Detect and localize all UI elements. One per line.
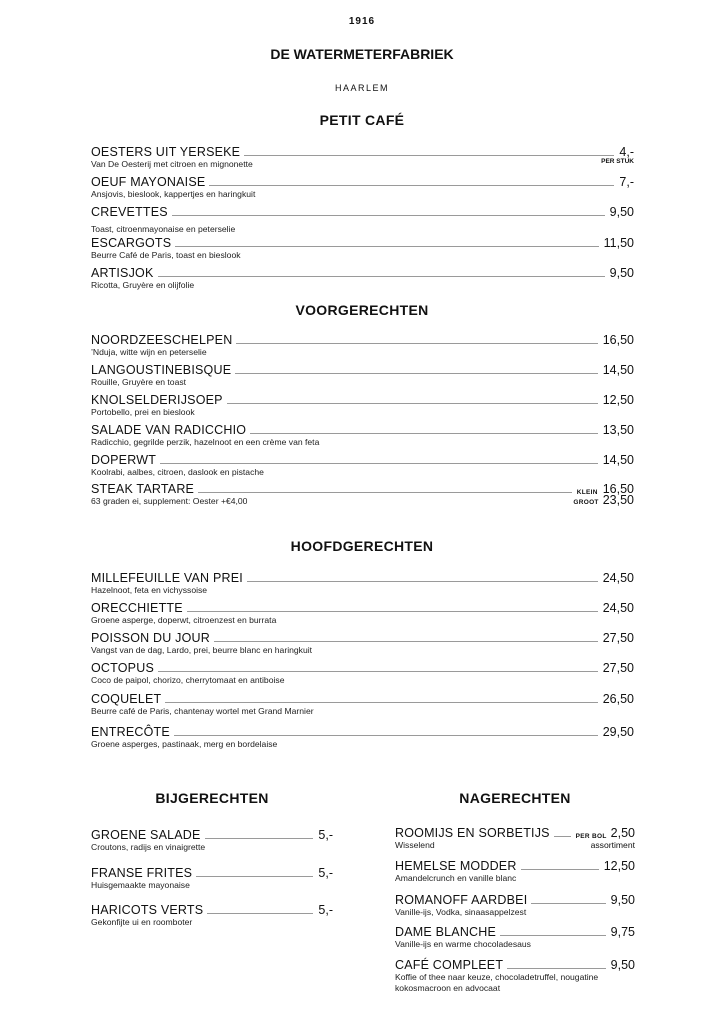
leader-line: [175, 246, 598, 247]
item-description: Amandelcrunch en vanille blanc: [395, 873, 517, 883]
menu-item: [395, 824, 635, 851]
item-description: ’Nduja, witte wijn en peterselie: [91, 347, 207, 357]
leader-line: [172, 215, 605, 216]
menu-item: [91, 173, 634, 200]
item-description: Huisgemaakte mayonaise: [91, 880, 190, 890]
menu-item: [91, 203, 634, 235]
item-description: Beurre Café de Paris, toast en bieslook: [91, 250, 241, 260]
leader-line: [507, 968, 605, 969]
leader-line: [174, 735, 598, 736]
item-name: DAME BLANCHE: [395, 925, 497, 939]
item-name: ENTRECÔTE: [91, 725, 170, 739]
item-description: Van De Oesterij met citroen en mignonette: [91, 159, 253, 169]
item-price: 12,50: [602, 393, 634, 407]
item-price: 16,50: [602, 333, 634, 347]
item-name: POISSON DU JOUR: [91, 631, 210, 645]
menu-item: [91, 421, 634, 448]
item-description: Ansjovis, bieslook, kappertjes en haringkuit: [91, 189, 256, 199]
item-price: 12,50: [603, 859, 635, 873]
item-name: ORECCHIETTE: [91, 601, 183, 615]
item-name: NOORDZEESCHELPEN: [91, 333, 233, 347]
item-price: 2,50: [610, 826, 635, 840]
city-label: HAARLEM: [334, 83, 389, 93]
menu-item: [91, 901, 333, 928]
item-name: GROENE SALADE: [91, 828, 201, 842]
restaurant-name: DE WATERMETERFABRIEK: [270, 46, 454, 62]
menu-item: [91, 629, 634, 656]
item-description: Hazelnoot, feta en vichyssoise: [91, 585, 208, 595]
item-price: 11,50: [603, 236, 634, 250]
item-price: 9,75: [610, 925, 635, 939]
leader-line: [247, 581, 598, 582]
item-price: 9,50: [609, 266, 634, 280]
leader-line: [235, 373, 597, 374]
item-description: Coco de paipol, chorizo, cherrytomaat en antiboise: [91, 675, 285, 685]
year-label: 1916: [348, 16, 376, 27]
leader-line: [250, 433, 598, 434]
leader-line: [187, 611, 598, 612]
section-title-bijgerechten: BIJGERECHTEN: [155, 790, 269, 806]
item-description: Ricotta, Gruyère en olijfolie: [91, 280, 195, 290]
item-description: Beurre café de Paris, chantenay wortel met Grand Marnier: [91, 706, 314, 716]
item-name: SALADE VAN RADICCHIO: [91, 423, 247, 437]
item-description: Rouille, Gruyère en toast: [91, 377, 187, 387]
leader-line: [531, 903, 605, 904]
item-price-large: 23,50: [602, 493, 634, 507]
menu-item: [91, 480, 634, 507]
item-description: Vanille-ijs, Vodka, sinaasappelzest: [395, 907, 527, 917]
menu-item: [91, 361, 634, 388]
item-description: Vangst van de dag, Lardo, prei, beurre blanc en haringkuit: [91, 645, 313, 655]
item-description: Vanille-ijs en warme chocoladesaus: [395, 939, 531, 949]
section-title-petit-cafe: PETIT CAFÉ: [319, 112, 405, 128]
menu-item: [91, 569, 634, 596]
item-name: CREVETTES: [91, 205, 168, 219]
item-name: ROMANOFF AARDBEI: [395, 893, 528, 907]
item-name: KNOLSELDERIJSOEP: [91, 393, 223, 407]
menu-item: [91, 826, 333, 853]
item-price: 26,50: [602, 692, 634, 706]
menu-item: [91, 451, 634, 478]
size-label-large: GROOT: [573, 499, 599, 506]
item-name: OESTERS UIT YERSEKE: [91, 145, 241, 159]
item-price: 14,50: [602, 363, 634, 377]
item-name: COQUELET: [91, 692, 162, 706]
item-price: 5,-: [318, 866, 333, 880]
leader-line: [554, 836, 571, 837]
item-name: STEAK TARTARE: [91, 482, 195, 496]
menu-item: [91, 143, 634, 170]
item-name: ROOMIJS EN SORBETIJS: [395, 826, 550, 840]
item-description: Portobello, prei en bieslook: [91, 407, 195, 417]
leader-line: [198, 492, 572, 493]
item-price: 16,50: [602, 482, 634, 496]
menu-item: [395, 923, 635, 950]
leader-line: [158, 276, 605, 277]
item-price: 13,50: [602, 423, 634, 437]
item-name: ESCARGOTS: [91, 236, 172, 250]
item-description: Koolrabi, aalbes, citroen, daslook en pistache: [91, 467, 264, 477]
item-name: LANGOUSTINEBISQUE: [91, 363, 232, 377]
item-price: 29,50: [602, 725, 634, 739]
item-name: ARTISJOK: [91, 266, 154, 280]
leader-line: [521, 869, 599, 870]
item-description: Groene asperges, pastinaak, merg en bordelaise: [91, 739, 278, 749]
menu-item: [91, 264, 634, 291]
leader-line: [209, 185, 614, 186]
item-price: 9,50: [609, 205, 634, 219]
item-name: HARICOTS VERTS: [91, 903, 204, 917]
item-price: 5,-: [318, 828, 333, 842]
item-price: 14,50: [602, 453, 634, 467]
leader-line: [165, 702, 597, 703]
item-price: 9,50: [610, 893, 635, 907]
leader-line: [158, 671, 598, 672]
leader-line: [236, 343, 597, 344]
item-description: Radicchio, gegrilde perzik, hazelnoot en een crème van feta: [91, 437, 320, 447]
leader-line: [500, 935, 606, 936]
section-title-nagerechten: NAGERECHTEN: [459, 790, 571, 806]
menu-item: [91, 391, 634, 418]
item-price: 27,50: [602, 661, 634, 675]
size-label-small: KLEIN: [576, 489, 598, 496]
menu-item: [395, 956, 635, 994]
menu-item: [91, 864, 333, 891]
item-description: Toast, citroenmayonaise en peterselie: [91, 224, 236, 234]
price-unit-note: PER STUK: [601, 158, 634, 165]
item-description-right: assortiment: [590, 840, 635, 850]
item-price: 24,50: [602, 571, 634, 585]
leader-line: [160, 463, 598, 464]
menu-item: [91, 234, 634, 261]
item-name: CAFÉ COMPLEET: [395, 958, 504, 972]
item-name: MILLEFEUILLE VAN PREI: [91, 571, 243, 585]
item-description: 63 graden ei, supplement: Oester +€4,00: [91, 496, 248, 506]
item-price: 27,50: [602, 631, 634, 645]
price-line-large: [573, 493, 634, 507]
menu-item: [91, 331, 634, 358]
item-price: 4,-: [619, 145, 634, 159]
item-name: OCTOPUS: [91, 661, 154, 675]
section-title-hoofdgerechten: HOOFDGERECHTEN: [290, 538, 434, 554]
menu-item: [395, 857, 635, 884]
menu-item: [91, 599, 634, 626]
item-name: OEUF MAYONAISE: [91, 175, 206, 189]
leader-line: [196, 876, 313, 877]
menu-item: [91, 723, 634, 750]
menu-item: [91, 659, 634, 686]
leader-line: [207, 913, 313, 914]
leader-line: [214, 641, 598, 642]
menu-item: [395, 891, 635, 918]
item-price: 5,-: [318, 903, 333, 917]
item-price: 24,50: [602, 601, 634, 615]
menu-item: [91, 690, 634, 717]
section-title-voorgerechten: VOORGERECHTEN: [295, 302, 429, 318]
price-unit-note: PER BOL: [575, 833, 607, 840]
item-description: Croutons, radijs en vinaigrette: [91, 842, 206, 852]
item-description: Wisselend: [395, 840, 435, 850]
item-description: Gekonfijte ui en roomboter: [91, 917, 193, 927]
leader-line: [205, 838, 314, 839]
item-name: DOPERWT: [91, 453, 157, 467]
item-price: 7,-: [619, 175, 634, 189]
item-description: Groene asperge, doperwt, citroenzest en burrata: [91, 615, 277, 625]
item-name: FRANSE FRITES: [91, 866, 193, 880]
leader-line: [244, 155, 614, 156]
item-description: Koffie of thee naar keuze, chocoladetruffel, nougatine: [395, 972, 599, 982]
item-description-continued: kokosmacroon en advocaat: [395, 983, 501, 993]
item-name: HEMELSE MODDER: [395, 859, 517, 873]
leader-line: [227, 403, 598, 404]
item-price: 9,50: [610, 958, 635, 972]
